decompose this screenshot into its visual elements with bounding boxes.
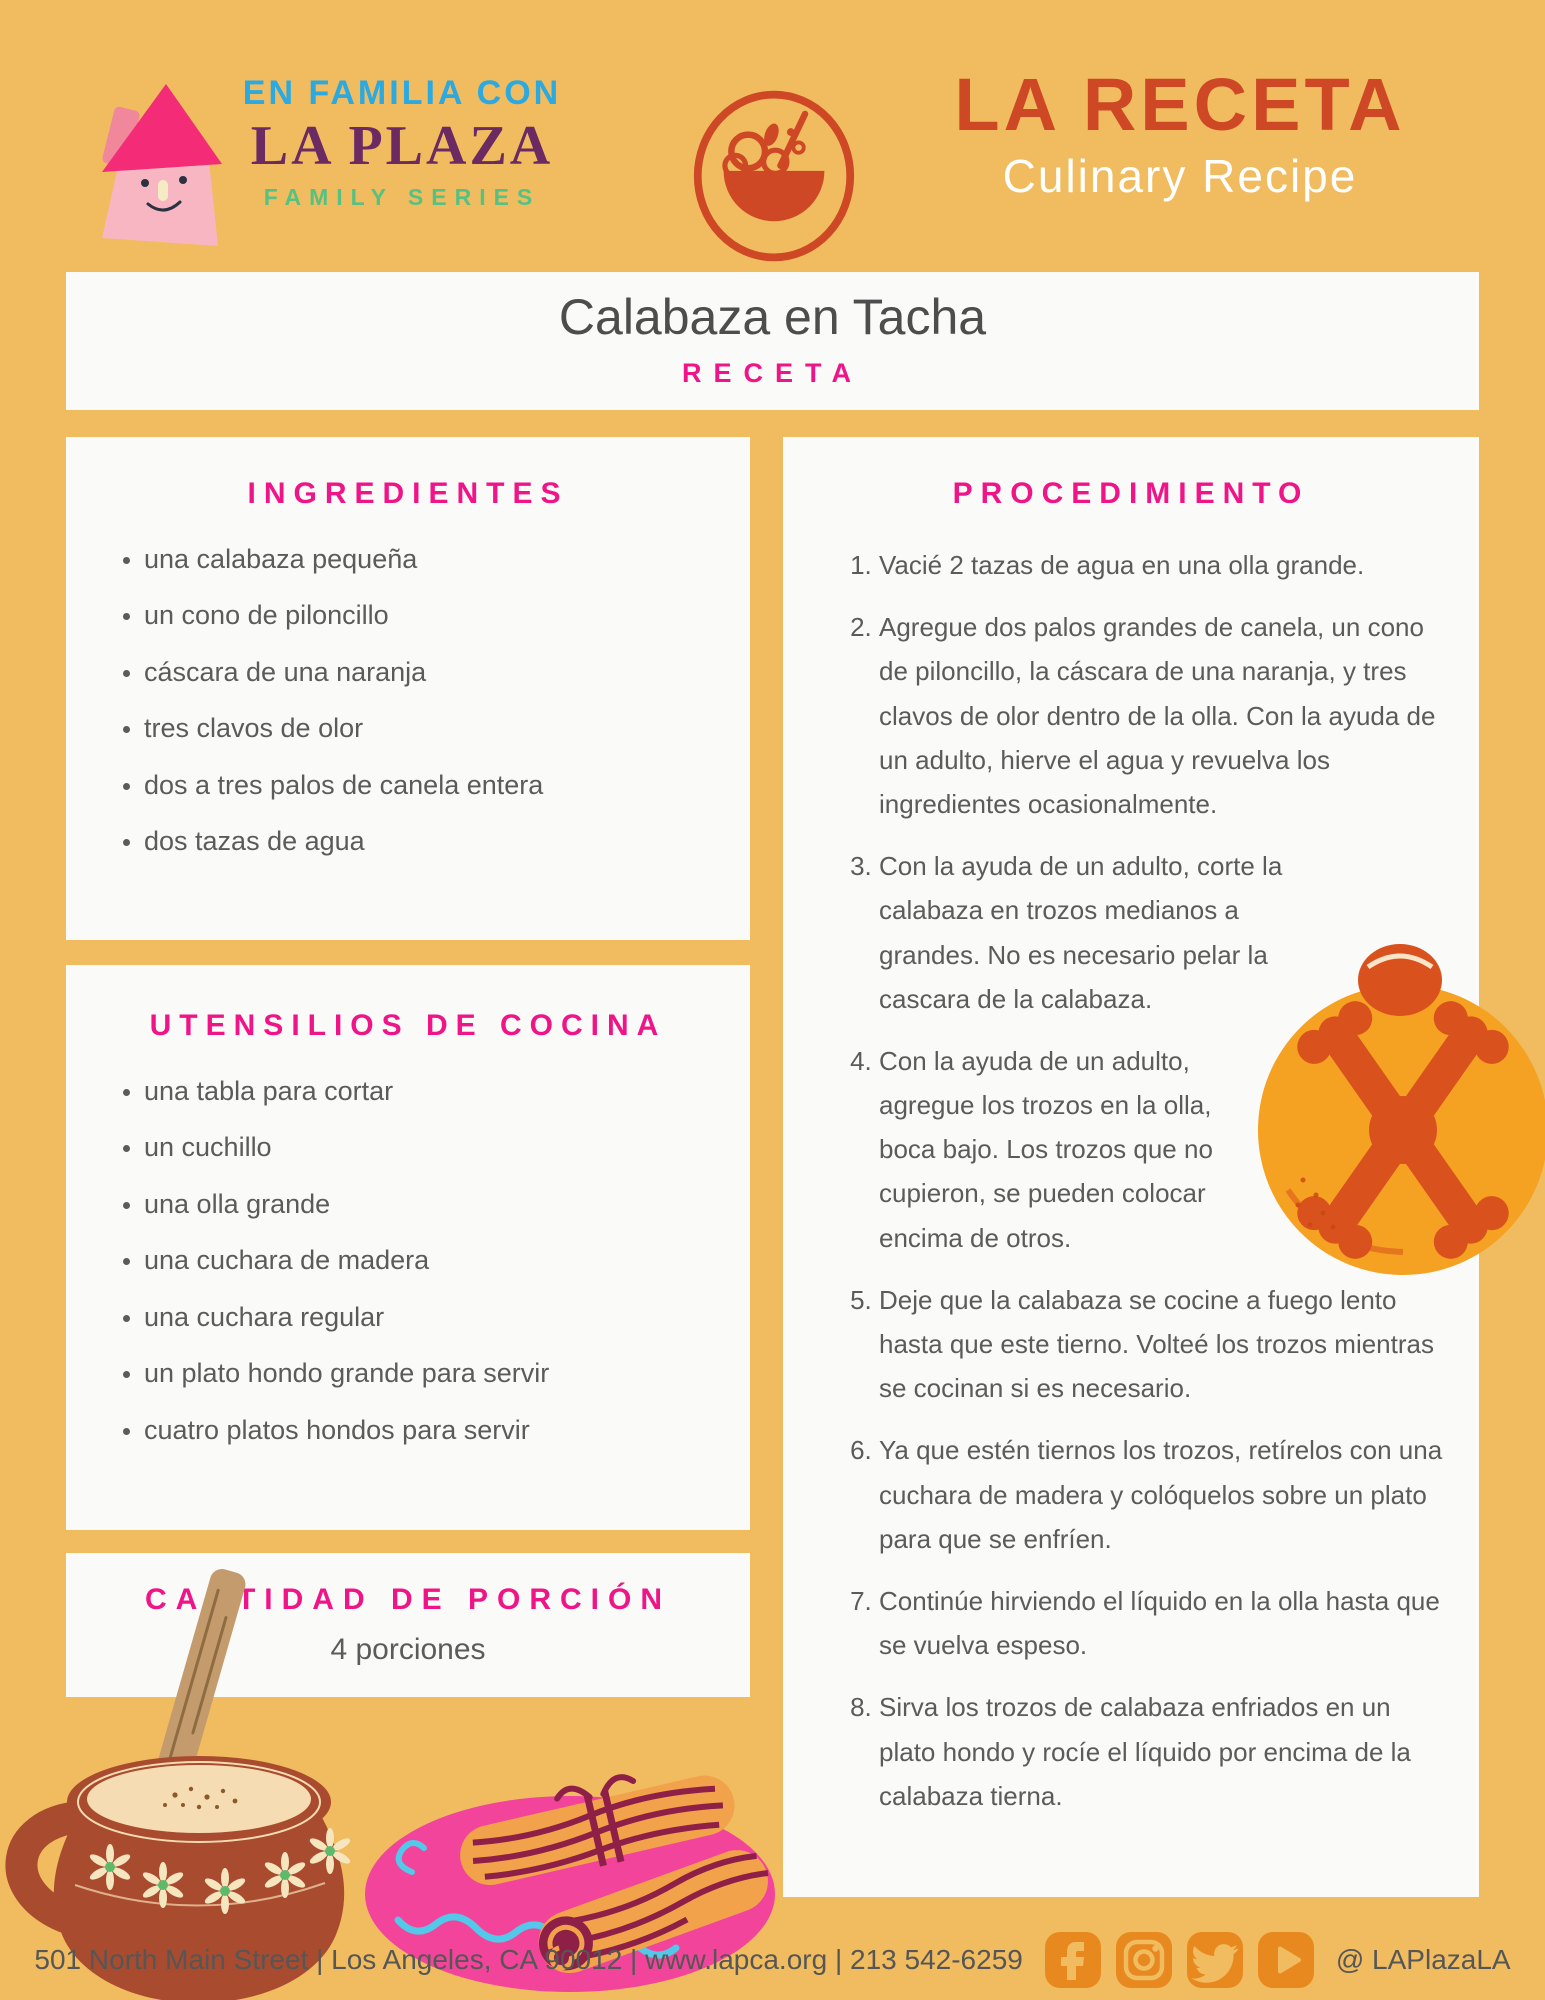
ingredient-item: • tres clavos de olor	[144, 710, 750, 746]
ingredient-item: • cáscara de una naranja	[144, 654, 750, 690]
series-label: EN FAMILIA CON	[242, 74, 562, 112]
brand-block	[202, 74, 602, 211]
ingredient-item: • un cono de piloncillo	[144, 597, 750, 633]
pan-de-muerto-illustration	[1228, 925, 1545, 1275]
twitter-icon	[1187, 1932, 1243, 1988]
utensil-item: • una cuchara de madera	[144, 1242, 750, 1278]
portion-heading: CANTIDAD DE PORCIÓN	[144, 1583, 671, 1616]
youtube-button[interactable]	[1258, 1932, 1314, 1988]
ingredients-heading: INGREDIENTES	[247, 477, 569, 510]
procedure-heading: PROCEDIMIENTO	[952, 477, 1310, 510]
procedure-step: 4. Con la ayuda de un adulto, agregue los trozos en la olla, boca bajo. Los trozos que no cupieron, se pueden colocar encima de otros.	[879, 1039, 1453, 1260]
utensil-item: • una tabla para cortar	[144, 1073, 750, 1109]
footer-contact: 501 North Main Street | Los Angeles, CA 90012 | www.lapca.org | 213 542-6259	[34, 1944, 1023, 1975]
la-receta-title: LA RECETA	[954, 63, 1406, 146]
ingredient-item: • una calabaza pequeña	[144, 541, 750, 577]
instagram-icon	[1116, 1932, 1172, 1988]
ingredient-item: • dos a tres palos de canela entera	[144, 767, 750, 803]
utensil-item: • una olla grande	[144, 1186, 750, 1222]
facebook-button[interactable]	[1045, 1932, 1101, 1988]
footer	[0, 1928, 1545, 1992]
facebook-icon	[1045, 1932, 1101, 1988]
ingredients-section	[66, 437, 750, 940]
utensil-item: • un plato hondo grande para servir	[144, 1355, 750, 1391]
procedure-step: 2. Agregue dos palos grandes de canela, un cono de piloncillo, la cáscara de una naranja, y tres clavos de olor dentro de la olla. Con la ayuda de un adulto, hierve el agua y revuelva los ingredientes ocasionalmente.	[879, 605, 1453, 826]
youtube-play-icon	[1258, 1932, 1314, 1988]
utensils-list	[66, 1073, 750, 1448]
ingredient-item: • dos tazas de agua	[144, 823, 750, 859]
recipe-title: Calabaza en Tacha	[558, 289, 987, 345]
social-handle: @ LAPlazaLA	[1335, 1944, 1511, 1975]
utensil-item: • cuatro platos hondos para servir	[144, 1412, 750, 1448]
social-links	[1045, 1932, 1314, 1988]
culinary-recipe-subtitle: Culinary Recipe	[1002, 150, 1358, 202]
utensil-item: • una cuchara regular	[144, 1299, 750, 1335]
instagram-button[interactable]	[1116, 1932, 1172, 1988]
bowl-icon	[690, 88, 858, 264]
utensils-section	[66, 965, 750, 1530]
procedure-step: 1. Vacié 2 tazas de agua en una olla grande.	[879, 543, 1453, 587]
utensil-item: • un cuchillo	[144, 1129, 750, 1165]
portion-value: 4 porciones	[330, 1633, 486, 1666]
procedure-step: 7. Continúe hirviendo el líquido en la olla hasta que se vuelva espeso.	[879, 1579, 1453, 1667]
la-plaza-logo: LA PLAZA	[250, 115, 554, 177]
procedure-step: 6. Ya que estén tiernos los trozos, retírelos con una cuchara de madera y colóquelos sobre un plato para que se enfríen.	[879, 1428, 1453, 1561]
procedure-step: 5. Deje que la calabaza se cocine a fuego lento hasta que este tierno. Volteé los trozos mientras se cocinan si es necesario.	[879, 1278, 1453, 1411]
recipe-label: RECETA	[681, 358, 863, 388]
family-series-label: FAMILY SERIES	[263, 183, 541, 210]
procedure-step: 3. Con la ayuda de un adulto, corte la calabaza en trozos medianos a grandes. No es necesario pelar la cascara de la calabaza.	[879, 844, 1453, 1021]
utensils-heading: UTENSILIOS DE COCINA	[149, 1009, 667, 1042]
twitter-button[interactable]	[1187, 1932, 1243, 1988]
procedure-step: 8. Sirva los trozos de calabaza enfriados en un plato hondo y rocíe el líquido por encima de la calabaza tierna.	[879, 1685, 1453, 1818]
masthead	[880, 62, 1480, 203]
ingredients-list	[66, 541, 750, 860]
recipe-title-bar	[66, 272, 1479, 410]
